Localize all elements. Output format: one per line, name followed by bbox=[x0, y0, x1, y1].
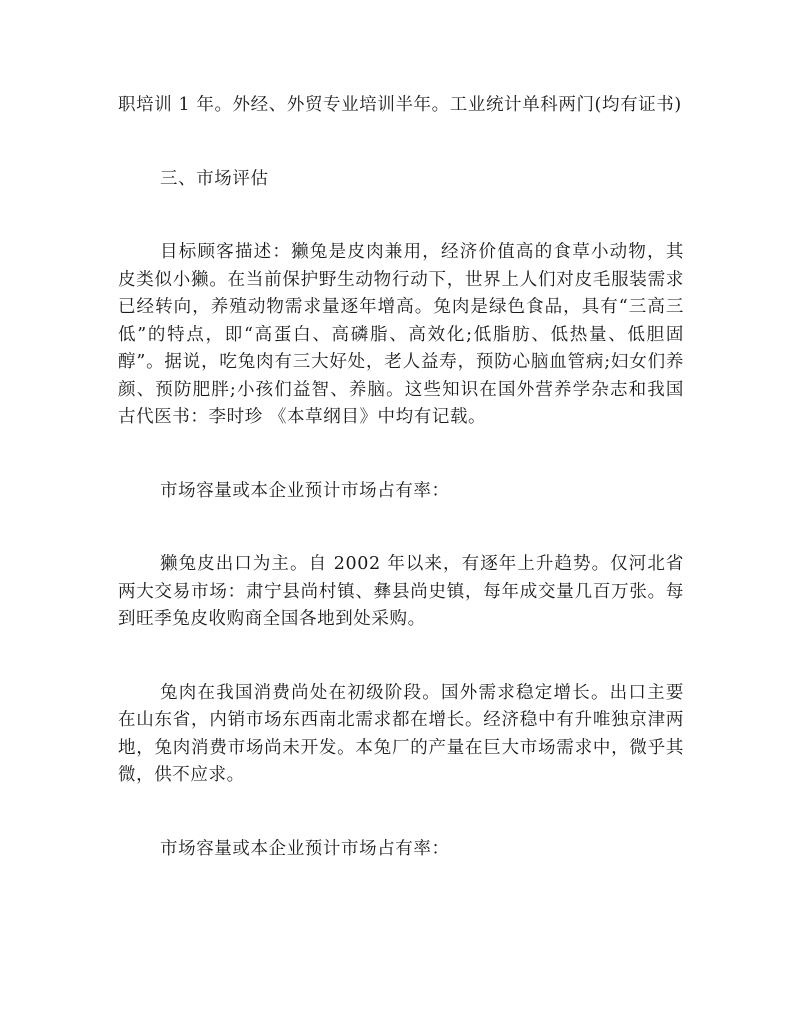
paragraph-rabbit-fur-export: 獭兔皮出口为主。自 2002 年以来，有逐年上升趋势。仅河北省两大交易市场：肃宁县尚村镇、彝县尚史镇，每年成交量几百万张。每到旺季兔皮收购商全国各地到处采购。 bbox=[118, 554, 684, 629]
paragraph-target-customers: 目标顾客描述：獭兔是皮肉兼用，经济价值高的食草小动物，其皮类似小獭。在当前保护野生动物行动下，世界上人们对皮毛服装需求已经转向，养殖动物需求量逐年增高。兔肉是绿色食品，具有“三高三低”的特点，即“高蛋白、高磷脂、高效化;低脂肪、低热量、低胆固醇”。据说，吃兔肉有三大好处，老人益寿，预防心脑血管病;妇女们养颜、预防肥胖;小孩们益智、养脑。这些知识在国外营养学杂志和我国古代医书：李时珍 《本草纲目》中均有记载。 bbox=[118, 242, 684, 427]
paragraph-market-capacity-label-2: 市场容量或本企业预计市场占有率： bbox=[160, 838, 450, 859]
paragraph-market-capacity-label: 市场容量或本企业预计市场占有率： bbox=[160, 480, 450, 501]
paragraph-training-continued: 职培训 1 年。外经、外贸专业培训半年。工业统计单科两门(均有证书) bbox=[118, 95, 682, 115]
document-page bbox=[118, 92, 684, 863]
paragraph-rabbit-meat-consumption: 兔肉在我国消费尚处在初级阶段。国外需求稳定增长。出口主要在山东省，内销市场东西南北需求都在增长。经济稳中有升唯独京津两地，兔肉消费市场尚未开发。本兔厂的产量在巨大市场需求中，微乎其微，供不应求。 bbox=[118, 682, 684, 785]
section-heading-market-assessment: 三、市场评估 bbox=[160, 168, 269, 189]
